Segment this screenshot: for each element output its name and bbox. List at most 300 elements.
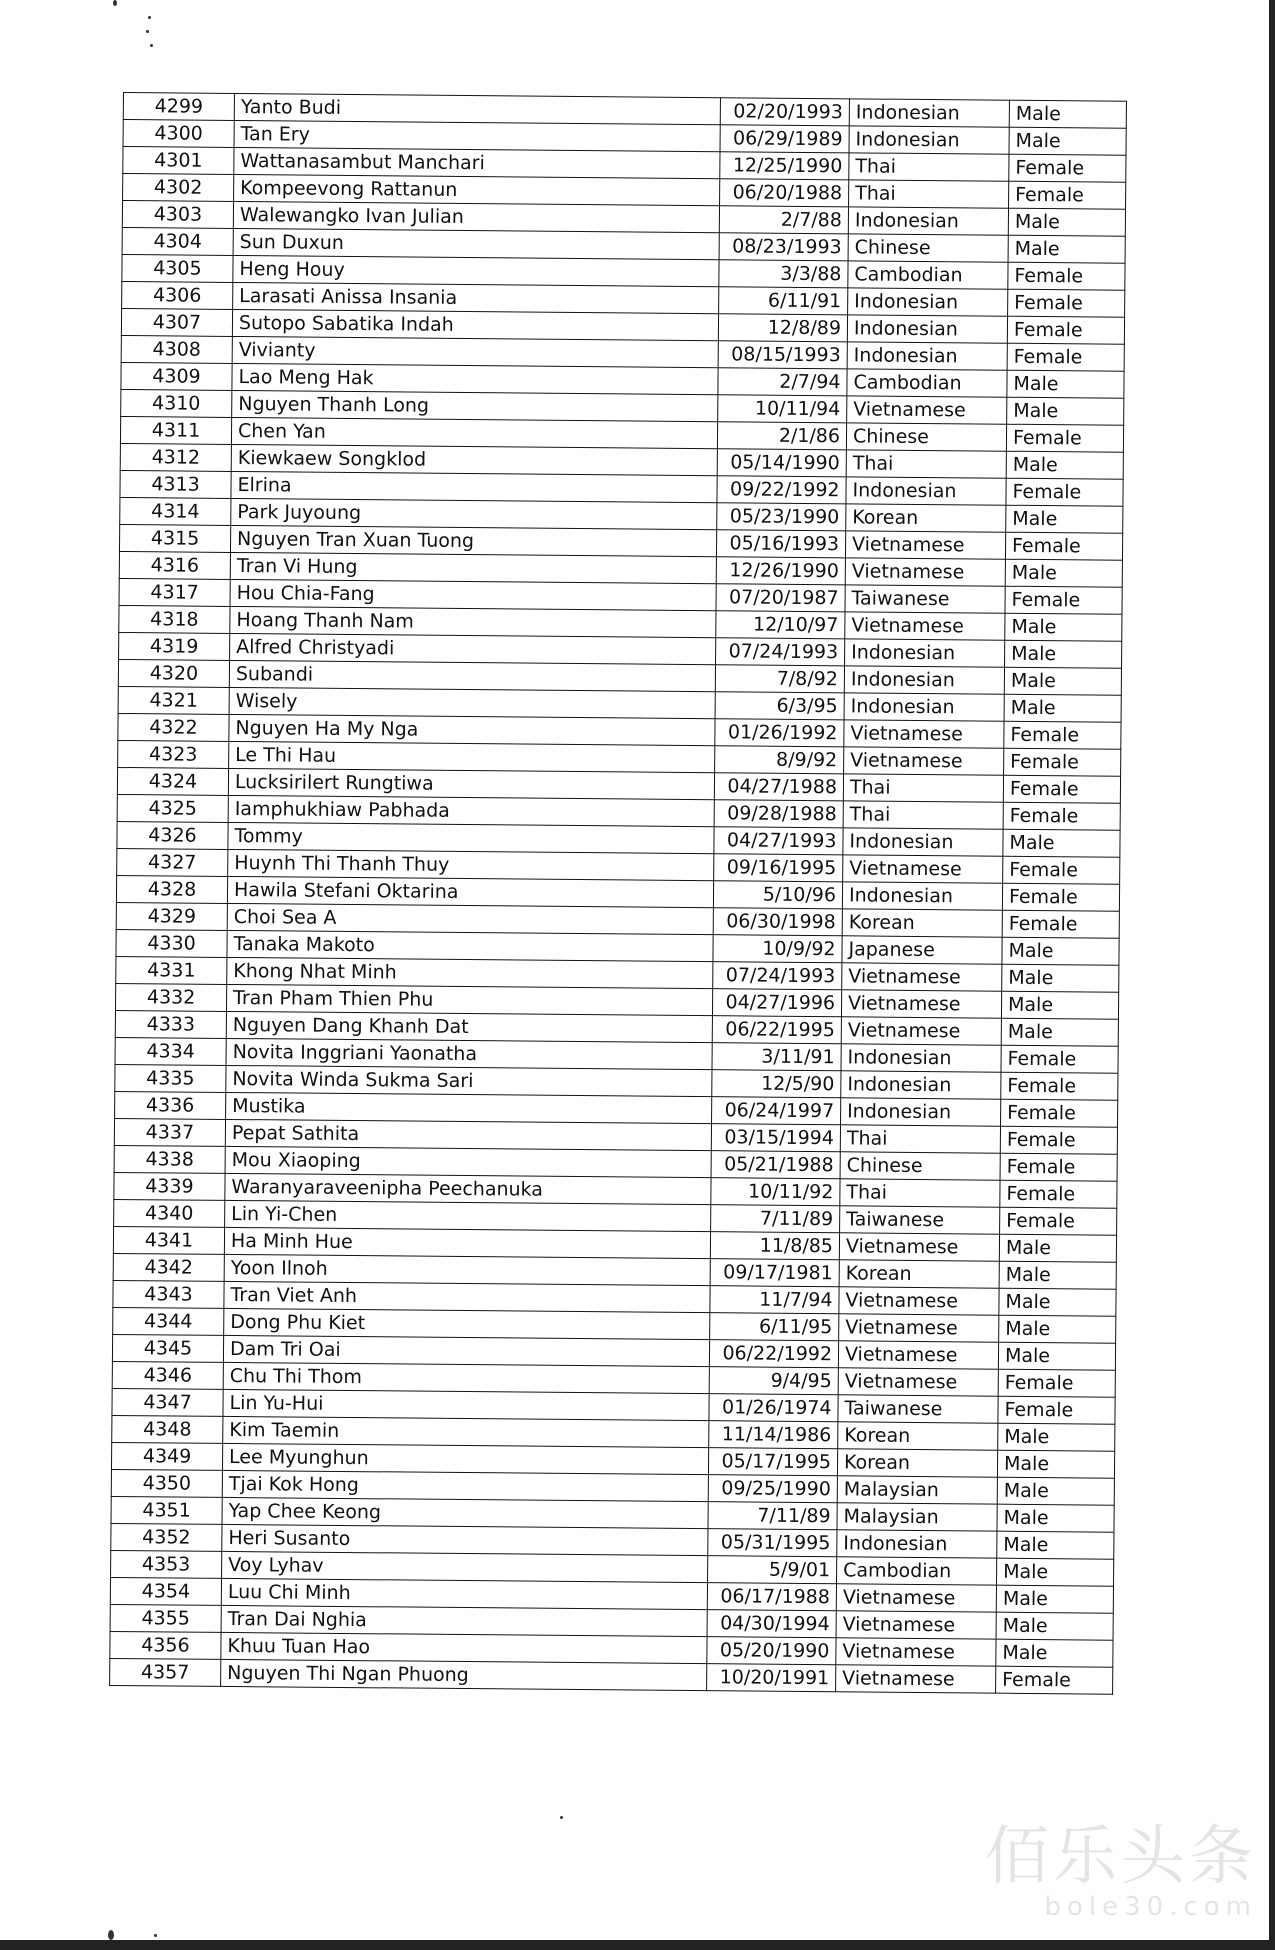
record-gender: Male: [1007, 397, 1124, 425]
record-name: Khuu Tuan Hao: [221, 1632, 707, 1663]
record-id: 4312: [120, 443, 231, 471]
record-id: 4333: [115, 1010, 226, 1038]
record-gender: Female: [1003, 775, 1120, 803]
record-gender: Male: [1008, 208, 1125, 236]
record-birth-date: 5/10/96: [713, 881, 842, 909]
record-birth-date: 06/22/1995: [712, 1016, 841, 1044]
record-birth-date: 05/16/1993: [716, 530, 845, 558]
record-birth-date: 02/20/1993: [720, 98, 849, 126]
record-birth-date: 3/11/91: [712, 1043, 841, 1071]
record-birth-date: 7/11/89: [708, 1502, 837, 1530]
record-gender: Female: [1001, 1045, 1118, 1073]
record-birth-date: 2/1/86: [717, 422, 846, 450]
record-nationality: Vietnamese: [845, 531, 1005, 559]
record-id: 4348: [112, 1415, 223, 1443]
record-id: 4327: [117, 848, 228, 876]
record-gender: Female: [1004, 748, 1121, 776]
record-birth-date: 05/14/1990: [717, 449, 846, 477]
record-name: Tran Pham Thien Phu: [226, 984, 712, 1015]
record-name: Subandi: [229, 660, 715, 691]
record-nationality: Malaysian: [837, 1503, 997, 1531]
record-gender: Male: [998, 1342, 1115, 1370]
record-nationality: Cambodian: [837, 1557, 997, 1585]
record-id: 4322: [118, 713, 229, 741]
record-gender: Female: [1001, 1072, 1118, 1100]
record-birth-date: 11/8/85: [710, 1232, 839, 1260]
record-gender: Male: [1001, 991, 1118, 1019]
record-birth-date: 04/27/1988: [714, 773, 843, 801]
record-nationality: Vietnamese: [836, 1665, 996, 1693]
record-nationality: Indonesian: [844, 666, 1004, 694]
record-id: 4316: [119, 551, 230, 579]
record-name: Walewangko Ivan Julian: [233, 201, 719, 232]
record-gender: Male: [1009, 100, 1126, 128]
record-id: 4323: [118, 740, 229, 768]
record-name: Chen Yan: [231, 417, 717, 448]
record-birth-date: 12/26/1990: [716, 557, 845, 585]
record-nationality: Indonesian: [847, 342, 1007, 370]
scan-speck: [108, 1930, 114, 1940]
record-nationality: Vietnamese: [845, 612, 1005, 640]
record-birth-date: 10/9/92: [713, 935, 842, 963]
record-birth-date: 6/3/95: [715, 692, 844, 720]
record-gender: Male: [999, 1315, 1116, 1343]
record-birth-date: 7/8/92: [715, 665, 844, 693]
record-id: 4349: [111, 1442, 222, 1470]
record-birth-date: 12/8/89: [718, 314, 847, 342]
record-gender: Female: [998, 1396, 1115, 1424]
record-id: 4329: [116, 902, 227, 930]
record-gender: Male: [998, 1423, 1115, 1451]
record-name: Sutopo Sabatika Indah: [232, 309, 718, 340]
record-nationality: Korean: [842, 909, 1002, 937]
record-birth-date: 11/14/1986: [709, 1421, 838, 1449]
record-id: 4303: [122, 201, 233, 229]
record-name: Dong Phu Kiet: [224, 1308, 710, 1339]
record-birth-date: 10/11/94: [718, 395, 847, 423]
scan-speck: [150, 44, 153, 47]
record-id: 4340: [114, 1199, 225, 1227]
record-nationality: Vietnamese: [845, 558, 1005, 586]
record-name: Chu Thi Thom: [223, 1362, 709, 1393]
record-birth-date: 01/26/1992: [715, 719, 844, 747]
record-id: 4347: [112, 1388, 223, 1416]
record-name: Tran Viet Anh: [224, 1281, 710, 1312]
record-name: Lin Yi-Chen: [225, 1200, 711, 1231]
record-nationality: Malaysian: [837, 1476, 997, 1504]
record-gender: Male: [996, 1612, 1113, 1640]
records-table: [109, 92, 1127, 1695]
record-gender: Female: [1009, 154, 1126, 182]
record-id: 4355: [110, 1604, 221, 1632]
record-nationality: Thai: [849, 153, 1009, 181]
record-id: 4309: [121, 362, 232, 390]
records-table-body: [110, 93, 1127, 1695]
record-name: Elrina: [231, 471, 717, 502]
record-id: 4352: [111, 1523, 222, 1551]
record-birth-date: 09/28/1988: [714, 800, 843, 828]
record-name: Tjai Kok Hong: [222, 1470, 708, 1501]
record-birth-date: 12/5/90: [712, 1070, 841, 1098]
record-nationality: Indonesian: [849, 99, 1009, 127]
record-id: 4301: [123, 147, 234, 175]
record-gender: Male: [1006, 451, 1123, 479]
record-gender: Female: [1009, 181, 1126, 209]
record-name: Huynh Thi Thanh Thuy: [228, 849, 714, 880]
watermark: [957, 1822, 1257, 1932]
record-name: Hawila Stefani Oktarina: [227, 876, 713, 907]
record-name: Nguyen Tran Xuan Tuong: [230, 525, 716, 556]
record-nationality: Indonesian: [846, 477, 1006, 505]
record-name: Heri Susanto: [222, 1524, 708, 1555]
record-gender: Female: [1002, 883, 1119, 911]
record-nationality: Vietnamese: [838, 1368, 998, 1396]
record-birth-date: 10/20/1991: [707, 1664, 836, 1692]
record-gender: Male: [999, 1234, 1116, 1262]
record-name: Nguyen Thanh Long: [232, 390, 718, 421]
record-birth-date: 05/21/1988: [711, 1151, 840, 1179]
record-id: 4310: [121, 389, 232, 417]
record-id: 4317: [119, 578, 230, 606]
record-gender: Male: [996, 1639, 1113, 1667]
record-name: Tanaka Makoto: [227, 930, 713, 961]
record-name: Tran Dai Nghia: [221, 1605, 707, 1636]
record-name: Iamphukhiaw Pabhada: [228, 795, 714, 826]
record-gender: Male: [1002, 937, 1119, 965]
record-gender: Male: [997, 1531, 1114, 1559]
record-id: 4304: [122, 227, 233, 255]
record-name: Kompeevong Rattanun: [234, 174, 720, 205]
record-nationality: Indonesian: [847, 315, 1007, 343]
record-nationality: Vietnamese: [841, 1017, 1001, 1045]
record-id: 4356: [110, 1631, 221, 1659]
record-gender: Male: [997, 1504, 1114, 1532]
record-birth-date: 06/22/1992: [709, 1340, 838, 1368]
record-nationality: Indonesian: [849, 126, 1009, 154]
record-gender: Female: [1000, 1126, 1117, 1154]
record-nationality: Indonesian: [848, 207, 1008, 235]
record-nationality: Korean: [839, 1260, 999, 1288]
record-id: 4343: [113, 1280, 224, 1308]
record-name: Park Juyoung: [231, 498, 717, 529]
record-name: Lin Yu-Hui: [223, 1389, 709, 1420]
record-gender: Male: [996, 1585, 1113, 1613]
record-nationality: Indonesian: [841, 1098, 1001, 1126]
record-name: Nguyen Ha My Nga: [229, 714, 715, 745]
record-gender: Male: [1004, 694, 1121, 722]
record-gender: Female: [998, 1369, 1115, 1397]
record-birth-date: 09/16/1995: [714, 854, 843, 882]
record-id: 4334: [115, 1037, 226, 1065]
record-gender: Female: [1000, 1153, 1117, 1181]
record-birth-date: 12/10/97: [716, 611, 845, 639]
record-gender: Male: [999, 1261, 1116, 1289]
watermark-main-text: 佰乐头条: [985, 1820, 1257, 1894]
record-gender: Female: [1002, 910, 1119, 938]
record-gender: Female: [1005, 532, 1122, 560]
record-gender: Female: [996, 1666, 1113, 1694]
record-nationality: Cambodian: [848, 261, 1008, 289]
record-name: Lucksirilert Rungtiwa: [228, 768, 714, 799]
record-id: 4335: [115, 1064, 226, 1092]
record-gender: Female: [1006, 424, 1123, 452]
record-name: Nguyen Thi Ngan Phuong: [221, 1659, 707, 1690]
record-gender: Male: [997, 1477, 1114, 1505]
record-nationality: Indonesian: [848, 288, 1008, 316]
record-gender: Female: [1008, 262, 1125, 290]
record-gender: Male: [1008, 235, 1125, 263]
record-birth-date: 08/15/1993: [718, 341, 847, 369]
record-gender: Male: [1004, 667, 1121, 695]
record-nationality: Indonesian: [841, 1044, 1001, 1072]
record-name: Hoang Thanh Nam: [230, 606, 716, 637]
record-name: Vivianty: [232, 336, 718, 367]
record-nationality: Japanese: [842, 936, 1002, 964]
record-id: 4328: [116, 875, 227, 903]
record-nationality: Thai: [843, 801, 1003, 829]
record-id: 4331: [116, 956, 227, 984]
scan-speck: [113, 0, 117, 6]
record-id: 4321: [118, 686, 229, 714]
scan-speck: [154, 1934, 157, 1937]
record-gender: Male: [999, 1288, 1116, 1316]
record-birth-date: 06/20/1988: [720, 179, 849, 207]
record-nationality: Indonesian: [842, 882, 1002, 910]
record-name: Yap Chee Keong: [222, 1497, 708, 1528]
record-birth-date: 7/11/89: [711, 1205, 840, 1233]
record-id: 4341: [113, 1226, 224, 1254]
record-birth-date: 2/7/88: [719, 206, 848, 234]
record-name: Luu Chi Minh: [221, 1578, 707, 1609]
record-nationality: Vietnamese: [838, 1341, 998, 1369]
record-gender: Male: [1005, 640, 1122, 668]
record-id: 4357: [110, 1658, 221, 1686]
record-id: 4337: [114, 1118, 225, 1146]
record-nationality: Indonesian: [843, 828, 1003, 856]
record-birth-date: 06/24/1997: [712, 1097, 841, 1125]
record-gender: Female: [1007, 316, 1124, 344]
record-nationality: Vietnamese: [836, 1611, 996, 1639]
record-nationality: Vietnamese: [844, 747, 1004, 775]
record-gender: Male: [1003, 829, 1120, 857]
record-nationality: Vietnamese: [847, 396, 1007, 424]
watermark-sub-text: bole30.com: [1044, 1892, 1257, 1922]
record-gender: Male: [1005, 613, 1122, 641]
record-name: Mustika: [226, 1092, 712, 1123]
record-birth-date: 07/24/1993: [713, 962, 842, 990]
record-name: Yoon Ilnoh: [224, 1254, 710, 1285]
record-id: 4313: [120, 470, 231, 498]
record-name: Wattanasambut Manchari: [234, 147, 720, 178]
record-birth-date: 3/3/88: [719, 260, 848, 288]
record-birth-date: 04/27/1993: [714, 827, 843, 855]
record-id: 4342: [113, 1253, 224, 1281]
record-birth-date: 2/7/94: [718, 368, 847, 396]
record-birth-date: 8/9/92: [715, 746, 844, 774]
record-id: 4338: [114, 1145, 225, 1173]
record-birth-date: 03/15/1994: [711, 1124, 840, 1152]
record-gender: Female: [1007, 343, 1124, 371]
scan-speck: [560, 1816, 563, 1819]
record-nationality: Thai: [849, 180, 1009, 208]
record-nationality: Cambodian: [847, 369, 1007, 397]
record-birth-date: 07/24/1993: [716, 638, 845, 666]
record-nationality: Thai: [846, 450, 1006, 478]
record-birth-date: 07/20/1987: [716, 584, 845, 612]
record-id: 4318: [119, 605, 230, 633]
record-name: Dam Tri Oai: [223, 1335, 709, 1366]
record-birth-date: 6/11/95: [710, 1313, 839, 1341]
record-name: Novita Winda Sukma Sari: [226, 1065, 712, 1096]
record-birth-date: 9/4/95: [709, 1367, 838, 1395]
record-id: 4344: [113, 1307, 224, 1335]
record-nationality: Taiwanese: [845, 585, 1005, 613]
record-birth-date: 05/17/1995: [708, 1448, 837, 1476]
record-name: Choi Sea A: [227, 903, 713, 934]
record-nationality: Chinese: [848, 234, 1008, 262]
record-name: Yanto Budi: [234, 93, 720, 124]
record-gender: Male: [1005, 559, 1122, 587]
record-name: Alfred Christyadi: [230, 633, 716, 664]
record-nationality: Vietnamese: [842, 963, 1002, 991]
record-name: Kiewkaew Songklod: [231, 444, 717, 475]
record-name: Kim Taemin: [223, 1416, 709, 1447]
record-id: 4336: [115, 1091, 226, 1119]
record-nationality: Korean: [838, 1422, 998, 1450]
record-birth-date: 06/30/1998: [713, 908, 842, 936]
record-gender: Male: [1002, 964, 1119, 992]
record-name: Waranyaraveenipha Peechanuka: [225, 1173, 711, 1204]
record-id: 4350: [111, 1469, 222, 1497]
record-name: Nguyen Dang Khanh Dat: [226, 1011, 712, 1042]
record-nationality: Taiwanese: [840, 1206, 1000, 1234]
record-gender: Female: [1005, 586, 1122, 614]
record-nationality: Thai: [840, 1125, 1000, 1153]
record-id: 4308: [121, 335, 232, 363]
record-id: 4319: [119, 632, 230, 660]
record-id: 4300: [123, 120, 234, 148]
record-name: Pepat Sathita: [225, 1119, 711, 1150]
record-name: Ha Minh Hue: [224, 1227, 710, 1258]
record-gender: Male: [1006, 505, 1123, 533]
record-id: 4351: [111, 1496, 222, 1524]
record-name: Lee Myunghun: [222, 1443, 708, 1474]
record-gender: Female: [1000, 1180, 1117, 1208]
record-id: 4346: [112, 1361, 223, 1389]
record-id: 4354: [110, 1577, 221, 1605]
record-nationality: Indonesian: [844, 693, 1004, 721]
record-gender: Female: [1001, 1099, 1118, 1127]
record-gender: Female: [1003, 856, 1120, 884]
record-gender: Male: [1007, 370, 1124, 398]
record-id: 4320: [118, 659, 229, 687]
record-id: 4326: [117, 821, 228, 849]
record-nationality: Taiwanese: [838, 1395, 998, 1423]
record-id: 4307: [121, 308, 232, 336]
record-birth-date: 06/29/1989: [720, 125, 849, 153]
record-nationality: Indonesian: [845, 639, 1005, 667]
record-id: 4305: [122, 254, 233, 282]
record-birth-date: 12/25/1990: [720, 152, 849, 180]
scan-speck: [146, 30, 149, 33]
record-nationality: Chinese: [846, 423, 1006, 451]
record-name: Le Thi Hau: [229, 741, 715, 772]
record-name: Mou Xiaoping: [225, 1146, 711, 1177]
scan-speck: [148, 16, 151, 19]
record-id: 4299: [123, 93, 234, 121]
record-name: Heng Houy: [233, 255, 719, 286]
record-gender: Female: [1003, 802, 1120, 830]
record-gender: Female: [1004, 721, 1121, 749]
record-gender: Male: [997, 1558, 1114, 1586]
record-birth-date: 04/30/1994: [707, 1610, 836, 1638]
record-nationality: Chinese: [840, 1152, 1000, 1180]
record-gender: Male: [997, 1450, 1114, 1478]
record-birth-date: 01/26/1974: [709, 1394, 838, 1422]
record-name: Sun Duxun: [233, 228, 719, 259]
record-birth-date: 06/17/1988: [707, 1583, 836, 1611]
record-birth-date: 6/11/91: [719, 287, 848, 315]
record-gender: Male: [1001, 1018, 1118, 1046]
record-gender: Male: [1009, 127, 1126, 155]
record-nationality: Korean: [837, 1449, 997, 1477]
record-nationality: Vietnamese: [836, 1584, 996, 1612]
record-id: 4311: [120, 416, 231, 444]
record-id: 4302: [123, 174, 234, 202]
record-id: 4314: [120, 497, 231, 525]
record-birth-date: 09/17/1981: [710, 1259, 839, 1287]
record-name: Tan Ery: [234, 120, 720, 151]
record-gender: Female: [1008, 289, 1125, 317]
record-nationality: Vietnamese: [836, 1638, 996, 1666]
record-nationality: Korean: [846, 504, 1006, 532]
record-id: 4315: [119, 524, 230, 552]
record-birth-date: 11/7/94: [710, 1286, 839, 1314]
record-birth-date: 09/25/1990: [708, 1475, 837, 1503]
record-name: Larasati Anissa Insania: [233, 282, 719, 313]
record-name: Tommy: [228, 822, 714, 853]
record-nationality: Vietnamese: [839, 1314, 999, 1342]
record-birth-date: 5/9/01: [708, 1556, 837, 1584]
record-birth-date: 10/11/92: [711, 1178, 840, 1206]
record-id: 4324: [117, 767, 228, 795]
record-birth-date: 04/27/1996: [712, 989, 841, 1017]
record-nationality: Indonesian: [837, 1530, 997, 1558]
record-id: 4353: [111, 1550, 222, 1578]
record-id: 4345: [112, 1334, 223, 1362]
record-nationality: Indonesian: [841, 1071, 1001, 1099]
record-id: 4330: [116, 929, 227, 957]
record-id: 4339: [114, 1172, 225, 1200]
record-birth-date: 05/31/1995: [708, 1529, 837, 1557]
record-id: 4332: [115, 983, 226, 1011]
record-gender: Female: [1006, 478, 1123, 506]
record-birth-date: 05/20/1990: [707, 1637, 836, 1665]
record-nationality: Vietnamese: [843, 855, 1003, 883]
record-name: Lao Meng Hak: [232, 363, 718, 394]
record-id: 4325: [117, 794, 228, 822]
record-name: Wisely: [229, 687, 715, 718]
record-nationality: Vietnamese: [839, 1233, 999, 1261]
record-birth-date: 08/23/1993: [719, 233, 848, 261]
record-id: 4306: [122, 281, 233, 309]
record-name: Novita Inggriani Yaonatha: [226, 1038, 712, 1069]
record-name: Tran Vi Hung: [230, 552, 716, 583]
record-name: Khong Nhat Minh: [227, 957, 713, 988]
record-name: Voy Lyhav: [222, 1551, 708, 1582]
record-gender: Female: [1000, 1207, 1117, 1235]
record-nationality: Vietnamese: [844, 720, 1004, 748]
